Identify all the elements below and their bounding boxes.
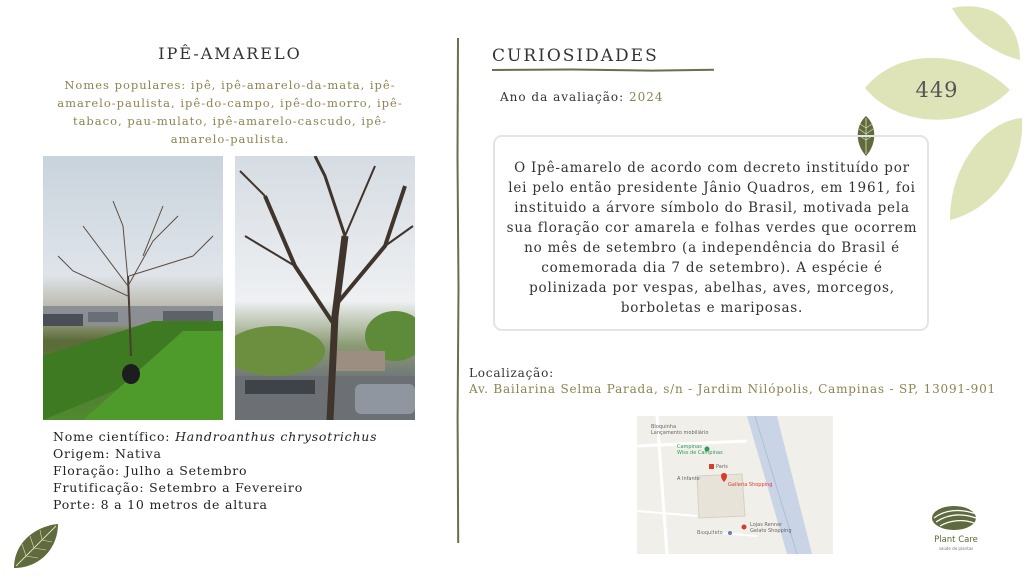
species-title: IPÊ-AMARELO [158,44,302,63]
tree-photo-2 [235,156,415,420]
plant-care-logo-icon [920,500,992,562]
vertical-divider [456,38,460,543]
map-label: Campinas [677,444,702,450]
title-underline [492,68,714,72]
fruiting: Frutificação: Setembro a Fevereiro [53,480,304,495]
curiosities-title: CURIOSIDADES [492,46,659,66]
map-label: Gelato Shopping [750,528,792,534]
leaf-icon [10,522,62,572]
scientific-name-value: Handroanthus chrysotrichus [175,429,378,444]
map-label: Lojas Renner [750,522,783,528]
origin: Origem: Nativa [53,446,162,461]
location-address: Av. Bailarina Selma Parada, s/n - Jardim Nilópolis, Campinas - SP, 13091-901 [469,382,996,396]
map-label: Paris [716,464,728,470]
flowering: Floração: Julho a Setembro [53,463,248,478]
evaluation-year: Ano da avaliação: 2024 [500,90,664,104]
size: Porte: 8 a 10 metros de altura [53,497,268,512]
logo-name: Plant Care [934,535,978,545]
map-label: Lançamento mobiliário [651,430,709,436]
tree-photo-1 [43,156,223,420]
species-facts [53,428,377,513]
curiosity-text: O Ipê-amarelo de acordo com decreto instituído por lei pelo então presidente Jânio Quadros, em 1961, foi instituido a árvore símbolo do Brasil, motivada pela sua floração cor amarela e folhas verdes que ocorrem no mês de setembro (a independência do Brasil é comemorada dia 7 de setembro). A espécie é polinizada por vespas, abelhas, aves, morcegos, borboletas e mariposas. [506,160,918,316]
tree-number: 449 [915,78,959,102]
location-map[interactable] [637,416,833,554]
logo-tagline: saúde de plantas [938,546,974,551]
map-label: A Infante [677,476,700,482]
location-label: Localização: [469,366,554,380]
scientific-name: Nome científico: Handroanthus chrysotrichus [53,429,378,444]
map-label: Bloquinha [651,424,677,430]
map-label: Wiss de Campinas [677,450,723,456]
map-label: Bioquiteto [697,530,723,536]
popular-names: Nomes populares: ipê, ipê-amarelo-da-mata, ipê-amarelo-paulista, ipê-do-campo, ipê-do-morro, ipê-tabaco, pau-mulato, ipê-amarelo-cascudo, ipê-amarelo-paulista. [57,78,403,146]
map-label: Galleria Shopping [728,482,773,488]
